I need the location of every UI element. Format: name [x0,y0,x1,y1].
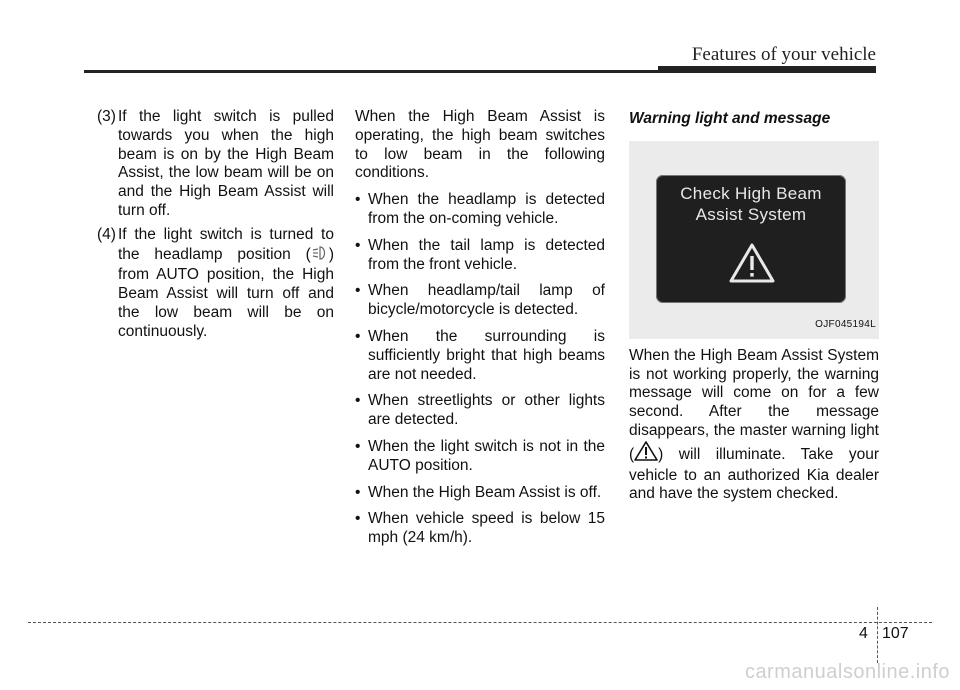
footer-divider [877,607,878,663]
numbered-item-4 [97,226,334,342]
headlamp-icon [311,245,329,267]
master-warning-icon [634,441,658,467]
bullet-item: • When the headlamp is detected from the on-coming vehicle. [355,191,605,229]
bullet-item: • When the surrounding is sufficiently bright that high beams are not needed. [355,328,605,384]
chapter-number: 4 [859,625,868,642]
footer-rule [28,622,932,623]
numbered-item-3 [97,108,334,221]
item-number: (4) [97,225,116,243]
watermark: carmanualsonline.info [744,661,950,683]
page-number: 107 [882,625,909,642]
bullet-item: • When streetlights or other lights are detected. [355,392,605,430]
description-text-before: When the High Beam Assist System is not working properly, the warning message will come on for a few second. After the message disappears, the master warning light ( [629,346,879,463]
item-text-after: ) from AUTO position, the High Beam Assist will turn off and the low beam will be on continuously. [118,245,334,340]
figure-code: OJF045194L [815,319,876,330]
item-number: (3) [97,108,116,125]
column-1 [97,108,334,347]
bullet-item: • When the light switch is not in the AUTO position. [355,438,605,476]
bullet-item: • When the tail lamp is detected from the front vehicle. [355,237,605,275]
cluster-figure [629,141,879,339]
display-message-line2: Assist System [695,204,807,224]
section-title: Warning light and message [629,110,831,127]
warning-triangle-icon [729,242,775,284]
bullet-item: • When vehicle speed is below 15 mph (24 km/h). [355,510,605,548]
column-3 [629,110,879,504]
description-text-after: ) will illuminate. Take your vehicle to an authorized Kia dealer and have the system checked. [629,445,879,503]
bullet-item: • When headlamp/tail lamp of bicycle/motorcycle is detected. [355,282,605,320]
item-text: If the light switch is pulled towards you when the high beam is on by the High Beam Assist, the low beam will be on and the High Beam Assist will turn off. [118,108,334,219]
column-2 [355,108,605,556]
header-title: Features of your vehicle [691,44,876,65]
cluster-display [656,175,846,303]
header-rule-accent [658,66,876,73]
item-text-before: If the light switch is turned to the headlamp position ( [118,225,334,263]
display-message-line1: Check High Beam [680,183,822,203]
bullet-item: • When the High Beam Assist is off. [355,484,605,503]
warning-description [629,347,879,504]
conditions-intro: When the High Beam Assist is operating, the high beam switches to low beam in the following conditions. [355,108,605,182]
